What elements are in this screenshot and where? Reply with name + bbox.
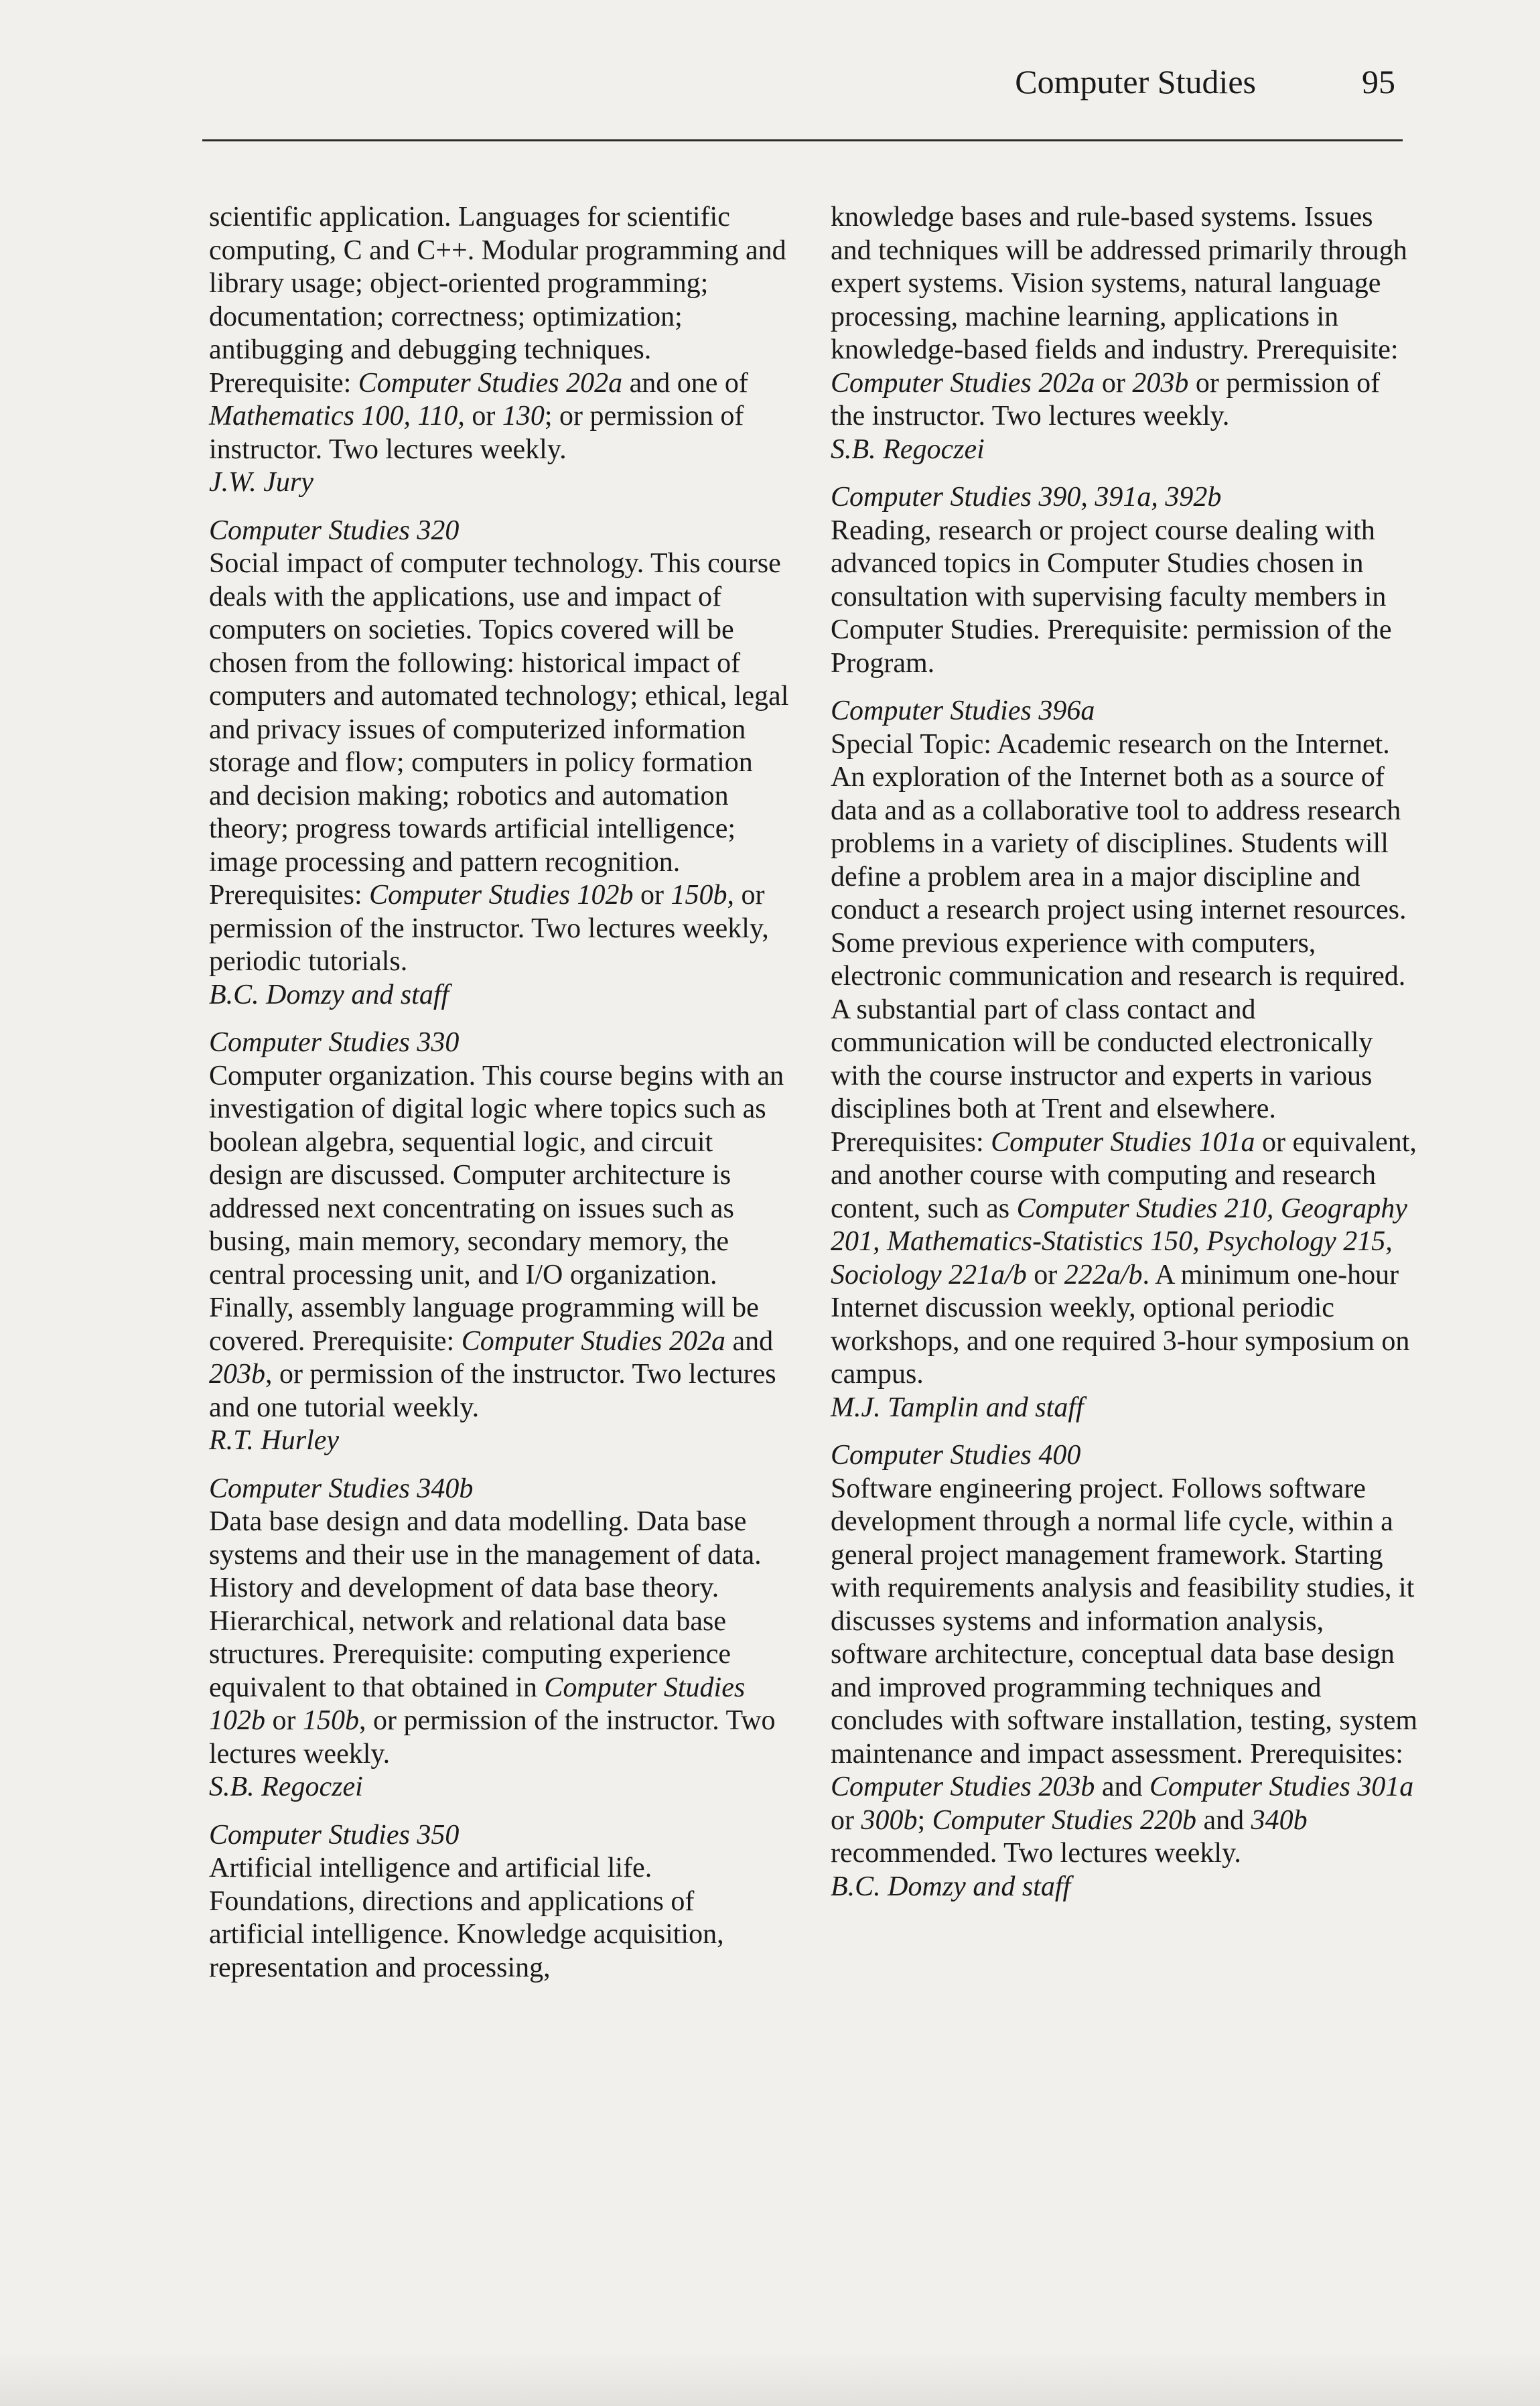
course-entry-350 <box>209 1819 792 1985</box>
text: Social impact of computer technology. This course deals with the applications, use and impact of computers on societies. Topics covered will be chosen from the following: historical impact of computers and automated technology; ethical, legal and privacy issues of computerized information storage and flow; computers in policy formation and decision making; robotics and automation theory; progress towards artificial intelligence; image processing and pattern recognition. Prerequisites: <box>209 548 789 911</box>
course-ref: Computer Studies 102b <box>369 880 634 911</box>
course-ref: 300b <box>861 1804 918 1836</box>
text: or <box>464 401 502 431</box>
course-instructor: S.B. Regoczei <box>831 433 985 465</box>
course-ref: Computer Studies 202a <box>461 1325 726 1357</box>
text: or <box>1026 1259 1064 1290</box>
course-entry-390 <box>831 481 1420 680</box>
course-ref: 130 <box>502 401 545 431</box>
text: , or permission of the instructor. Two lectures and one tutorial weekly. <box>209 1359 776 1423</box>
text: Software engineering project. Follows software development through a normal life cycle, within a general project management framework. Starting with requirements analysis and feasibility studies, it discusses systems and information analysis, software architecture, conceptual data base design and improved programming techniques and concludes with software installation, testing, system maintenance and impact assessment. Prerequisites: <box>831 1473 1418 1769</box>
course-description <box>831 201 1420 433</box>
text: or <box>633 880 671 911</box>
course-instructor: S.B. Regoczei <box>209 1772 363 1802</box>
course-heading: Computer Studies 400 <box>831 1440 1081 1471</box>
course-ref: Computer Studies 203b <box>831 1772 1095 1802</box>
course-instructor: M.J. Tamplin and staff <box>831 1392 1084 1423</box>
text: Data base design and data modelling. Data base systems and their use in the management of data. History and development of data base theory. Hierarchical, network and relational data base structures. Prerequisite: computing experience equivalent to that obtained in <box>209 1506 762 1703</box>
course-heading: Computer Studies 350 <box>209 1819 460 1851</box>
course-entry-320 <box>209 515 792 1012</box>
course-instructor: B.C. Domzy and staff <box>209 979 449 1010</box>
text: ; or permission of instructor. Two lectures weekly. <box>209 401 744 465</box>
course-ref: 340b <box>1251 1804 1308 1836</box>
text: and <box>1095 1772 1149 1802</box>
course-ref: Computer Studies 210, Geography 201, Mathematics-Statistics 150, Psychology 215, Sociology 221a/b <box>831 1193 1407 1290</box>
course-description <box>831 728 1420 1392</box>
course-ref: Computer Studies 220b <box>932 1804 1196 1836</box>
running-head-title: Computer Studies <box>1015 63 1256 101</box>
course-continuation <box>831 201 1420 466</box>
course-ref: Mathematics 100, 110, <box>209 401 465 431</box>
course-description: Artificial intelligence and artificial life. Foundations, directions and applications of artificial intelligence. Knowledge acquisition, representation and processing, <box>209 1853 724 1983</box>
page-header <box>201 55 1403 109</box>
text: , or permission of the instructor. Two lectures weekly. <box>209 1705 776 1769</box>
course-ref: 150b <box>671 880 727 911</box>
course-entry-330 <box>209 1026 792 1458</box>
course-description <box>209 201 792 466</box>
page-number: 95 <box>1362 63 1395 101</box>
course-instructor: R.T. Hurley <box>209 1425 340 1456</box>
course-ref: 150b <box>303 1705 359 1736</box>
text: or <box>831 1804 861 1836</box>
course-description <box>831 1473 1420 1871</box>
text: , or permission of the instructor. Two lectures weekly, periodic tutorials. <box>209 880 769 977</box>
course-entry-400 <box>831 1439 1420 1903</box>
course-heading: Computer Studies 390, 391a, 392b <box>831 482 1222 513</box>
course-entry-340b <box>209 1473 792 1804</box>
page-bottom-shadow <box>0 2352 1540 2406</box>
course-continuation <box>209 201 792 500</box>
text: . A minimum one-hour Internet discussion weekly, optional periodic workshops, and one required 3-hour symposium on campus. <box>831 1259 1410 1390</box>
course-heading: Computer Studies 330 <box>209 1027 460 1058</box>
course-description: Reading, research or project course dealing with advanced topics in Computer Studies chosen in consultation with supervising faculty members in Computer Studies. Prerequisite: permission of the Program. <box>831 515 1392 679</box>
course-ref: Computer Studies 101a <box>991 1126 1255 1158</box>
text: ; <box>917 1804 932 1836</box>
left-column <box>209 201 792 1985</box>
header-rule <box>202 139 1403 141</box>
text: and <box>725 1325 774 1357</box>
course-description <box>209 547 792 979</box>
text: scientific application. Languages for scientific computing, C and C++. Modular programming and library usage; object-oriented programming; documentation; correctness; optimization; antibugging and debugging techniques. Prerequisite: <box>209 202 786 399</box>
course-ref: 222a/b <box>1064 1259 1143 1290</box>
course-description <box>209 1506 792 1771</box>
text: and <box>1196 1804 1251 1836</box>
text: recommended. Two lectures weekly. <box>831 1838 1241 1869</box>
course-heading: Computer Studies 396a <box>831 695 1095 726</box>
course-ref: Computer Studies 301a <box>1149 1772 1414 1802</box>
right-column <box>831 201 1420 1903</box>
course-ref: 203b <box>209 1359 265 1390</box>
course-instructor: J.W. Jury <box>209 467 313 498</box>
course-heading: Computer Studies 320 <box>209 515 460 546</box>
text: Special Topic: Academic research on the Internet. An exploration of the Internet both as a source of data and as a collaborative tool to address research problems in a variety of disciplines. Students will define a problem area in a major discipline and conduct a research project using internet resources. Some previous experience with computers, electronic communication and research is required. A substantial part of class contact and communication will be conducted electronically with the course instructor and experts in various disciplines both at Trent and elsewhere. Prerequisites: <box>831 728 1407 1158</box>
course-ref: Computer Studies 102b <box>209 1672 746 1736</box>
course-instructor: B.C. Domzy and staff <box>831 1871 1071 1902</box>
course-ref: 203b <box>1132 367 1189 399</box>
text: or equivalent, and another course with computing and research content, such as <box>831 1126 1417 1224</box>
text: or <box>265 1705 303 1736</box>
course-ref: Computer Studies 202a <box>831 367 1095 399</box>
text: or permission of the instructor. Two lectures weekly. <box>831 367 1381 431</box>
course-entry-396a <box>831 695 1420 1424</box>
course-description <box>209 1060 792 1425</box>
course-ref: Computer Studies 202a <box>358 367 623 399</box>
text: and one of <box>622 367 748 399</box>
text: Computer organization. This course begins with an investigation of digital logic where topics such as boolean algebra, sequential logic, and circuit design are discussed. Computer architecture is addressed next concentrating on issues such as busing, main memory, secondary memory, the central processing unit, and I/O organization. Finally, assembly language programming will be covered. Prerequisite: <box>209 1060 784 1357</box>
course-heading: Computer Studies 340b <box>209 1473 474 1504</box>
text: or <box>1095 367 1133 399</box>
text: knowledge bases and rule-based systems. Issues and techniques will be addressed primarily through expert systems. Vision systems, natural language processing, machine learning, applications in knowledge-based fields and industry. Prerequisite: <box>831 202 1407 365</box>
